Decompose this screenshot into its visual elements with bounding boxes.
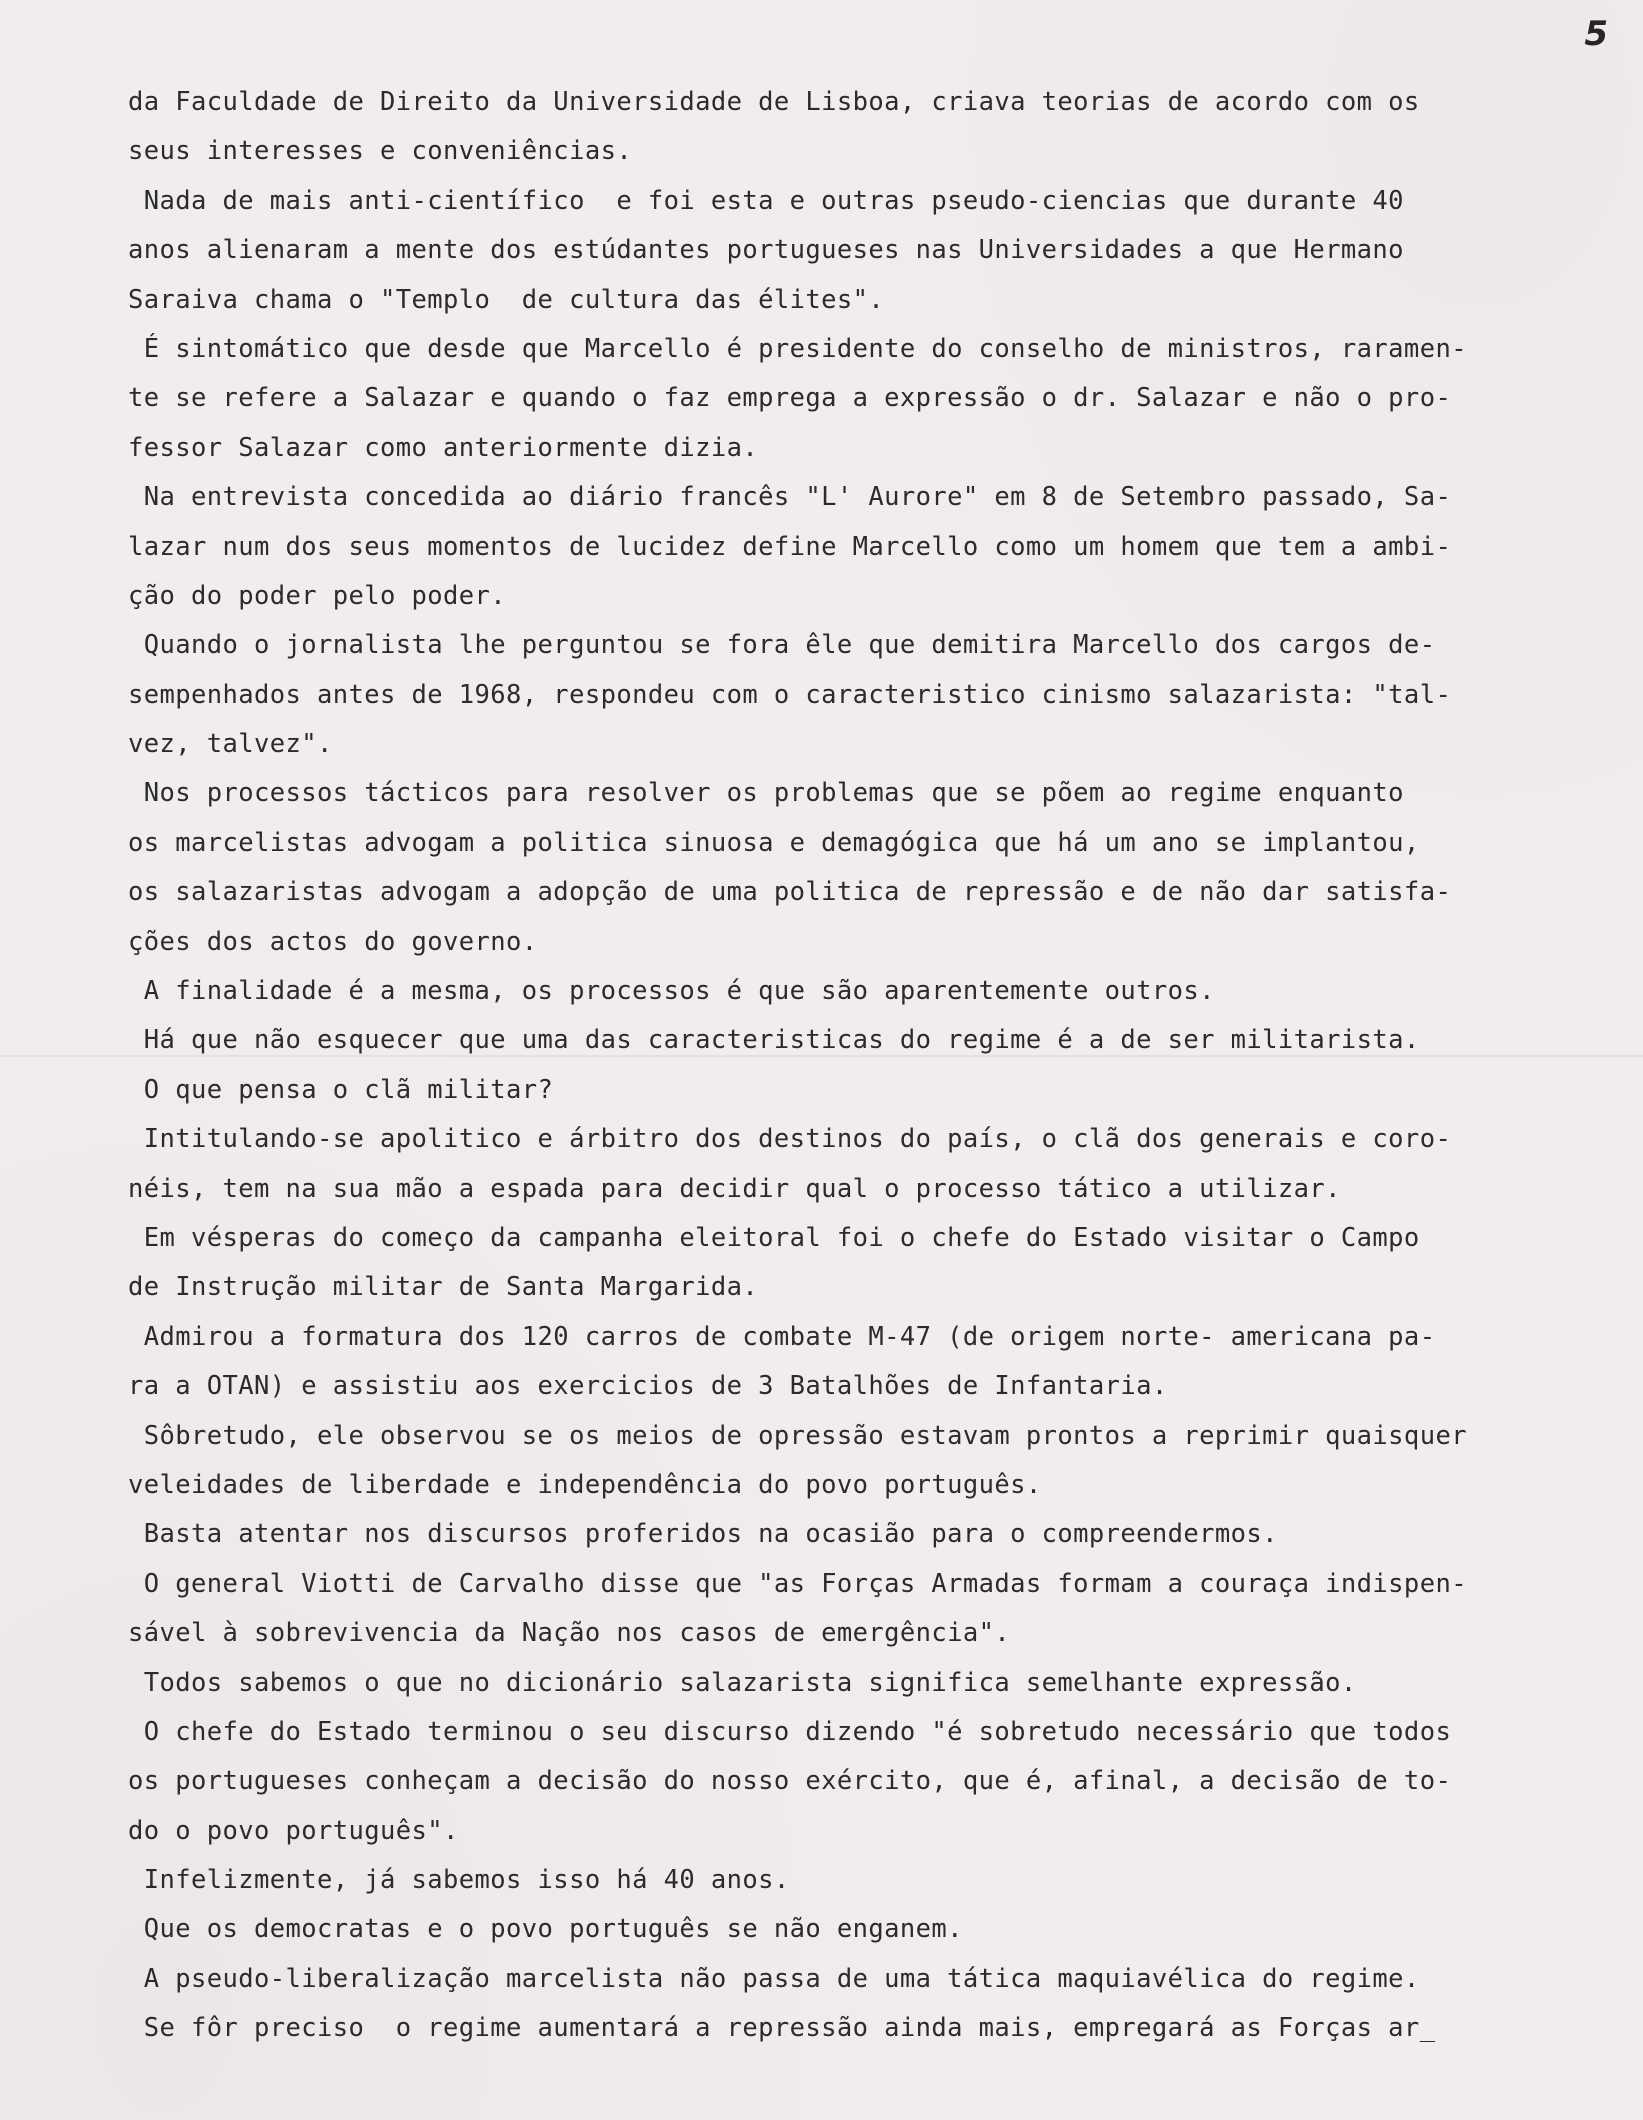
text-line: O general Viotti de Carvalho disse que "as Forças Armadas formam a couraça indispen- <box>128 1568 1467 1599</box>
text-line: os marcelistas advogam a politica sinuosa e demagógica que há um ano se implantou, <box>128 827 1420 858</box>
text-line: ção do poder pelo poder. <box>128 580 507 611</box>
text-line: Quando o jornalista lhe perguntou se fora êle que demitira Marcello dos cargos de- <box>128 630 1436 661</box>
text-line: te se refere a Salazar e quando o faz emprega a expressão o dr. Salazar e não o pro- <box>128 383 1452 414</box>
text-line: Se fôr preciso o regime aumentará a repressão ainda mais, empregará as Forças ar_ <box>128 2013 1436 2044</box>
page-number: 5 <box>1584 14 1608 54</box>
text-line: da Faculdade de Direito da Universidade de Lisboa, criava teorias de acordo com os <box>128 87 1420 117</box>
text-line: A pseudo-liberalização marcelista não passa de uma tática maquiavélica do regime. <box>128 1963 1420 1994</box>
text-line: veleidades de liberdade e independência do povo português. <box>128 1469 1042 1500</box>
text-line: Na entrevista concedida ao diário francês "L' Aurore" em 8 de Setembro passado, Sa- <box>128 482 1452 513</box>
text-line: O que pensa o clã militar? <box>128 1074 554 1105</box>
text-line: néis, tem na sua mão a espada para decidir qual o processo tático a utilizar. <box>128 1173 1341 1204</box>
text-line: anos alienaram a mente dos estúdantes portugueses nas Universidades a que Hermano <box>128 235 1404 266</box>
text-line: É sintomático que desde que Marcello é presidente do conselho de ministros, raramen- <box>128 333 1467 364</box>
text-line: Há que não esquecer que uma das caracteristicas do regime é a de ser militarista. <box>128 1025 1420 1056</box>
text-line: seus interesses e conveniências. <box>128 136 633 167</box>
text-line: A finalidade é a mesma, os processos é que são aparentemente outros. <box>128 976 1215 1007</box>
text-line: de Instrução militar de Santa Margarida. <box>128 1272 759 1303</box>
text-line: Admirou a formatura dos 120 carros de combate M-47 (de origem norte- americana pa- <box>128 1321 1436 1352</box>
text-line: ções dos actos do governo. <box>128 926 538 957</box>
text-line: Basta atentar nos discursos proferidos na ocasião para o compreendermos. <box>128 1519 1278 1550</box>
text-line: Infelizmente, já sabemos isso há 40 anos. <box>128 1865 790 1896</box>
text-line: Todos sabemos o que no dicionário salazarista significa semelhante expressão. <box>128 1667 1357 1698</box>
text-line: fessor Salazar como anteriormente dizia. <box>128 432 759 463</box>
text-line: ra a OTAN) e assistiu aos exercicios de 3 Batalhões de Infantaria. <box>128 1371 1168 1402</box>
body-text <box>128 78 1588 2054</box>
text-line: Nada de mais anti-científico e foi esta e outras pseudo-ciencias que durante 40 <box>128 185 1404 216</box>
text-line: do o povo português". <box>128 1815 459 1846</box>
text-line: os portugueses conheçam a decisão do nosso exército, que é, afinal, a decisão de to- <box>128 1766 1452 1797</box>
text-line: Nos processos tácticos para resolver os problemas que se põem ao regime enquanto <box>128 778 1404 809</box>
text-line: vez, talvez". <box>128 729 333 760</box>
text-line: sável à sobrevivencia da Nação nos casos de emergência". <box>128 1618 1011 1649</box>
text-line: Intitulando-se apolitico e árbitro dos destinos do país, o clã dos generais e coro- <box>128 1124 1452 1155</box>
text-line: sempenhados antes de 1968, respondeu com o caracteristico cinismo salazarista: "tal- <box>128 679 1452 710</box>
text-line: os salazaristas advogam a adopção de uma politica de repressão e de não dar satisfa- <box>128 877 1452 908</box>
text-line: Saraiva chama o "Templo de cultura das élites". <box>128 284 885 315</box>
text-line: Que os democratas e o povo português se não enganem. <box>128 1914 963 1945</box>
text-line: Sôbretudo, ele observou se os meios de opressão estavam prontos a reprimir quaisquer <box>128 1420 1467 1451</box>
text-line: lazar num dos seus momentos de lucidez define Marcello como um homem que tem a ambi- <box>128 531 1452 562</box>
text-line: Em vésperas do começo da campanha eleitoral foi o chefe do Estado visitar o Campo <box>128 1222 1420 1253</box>
text-line: O chefe do Estado terminou o seu discurso dizendo "é sobretudo necessário que todos <box>128 1716 1452 1747</box>
